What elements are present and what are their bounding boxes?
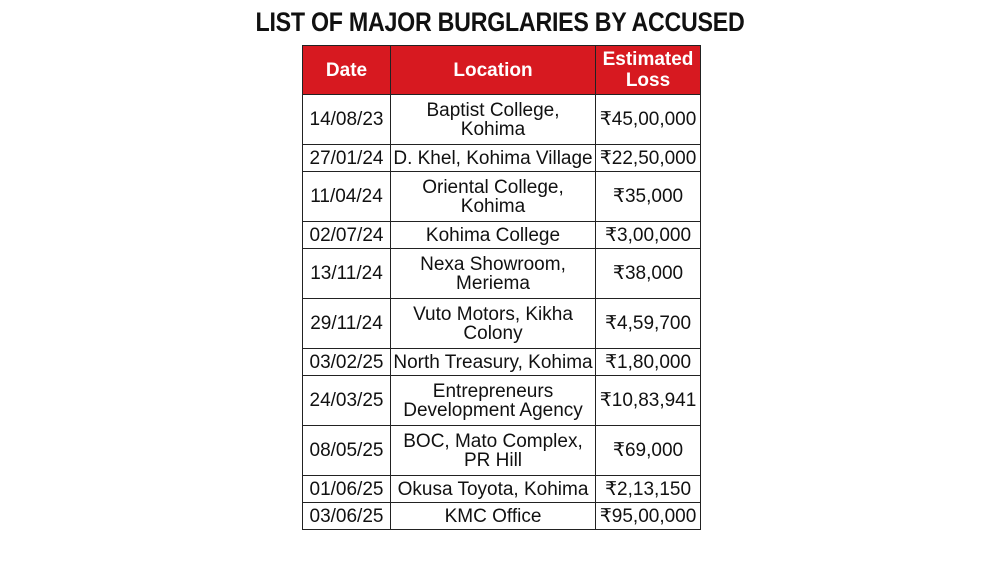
table-row <box>303 349 701 376</box>
loss-cell: ₹35,000 <box>596 172 701 222</box>
loss-cell: ₹38,000 <box>596 249 701 299</box>
location-cell: Vuto Motors, Kikha Colony <box>391 299 596 349</box>
loss-cell: ₹4,59,700 <box>596 299 701 349</box>
burglaries-table <box>302 45 701 530</box>
location-cell: Kohima College <box>391 222 596 249</box>
date-cell: 02/07/24 <box>303 222 391 249</box>
location-cell: D. Khel, Kohima Village <box>391 145 596 172</box>
table-row <box>303 476 701 503</box>
loss-cell: ₹45,00,000 <box>596 95 701 145</box>
header-date: Date <box>303 46 391 95</box>
loss-cell: ₹1,80,000 <box>596 349 701 376</box>
header-location: Location <box>391 46 596 95</box>
loss-cell: ₹22,50,000 <box>596 145 701 172</box>
location-cell: BOC, Mato Complex, PR Hill <box>391 426 596 476</box>
date-cell: 03/06/25 <box>303 503 391 530</box>
loss-cell: ₹10,83,941 <box>596 376 701 426</box>
date-cell: 13/11/24 <box>303 249 391 299</box>
loss-cell: ₹95,00,000 <box>596 503 701 530</box>
location-cell: Baptist College, Kohima <box>391 95 596 145</box>
date-cell: 03/02/25 <box>303 349 391 376</box>
table-row <box>303 503 701 530</box>
location-cell: Nexa Showroom, Meriema <box>391 249 596 299</box>
table-row <box>303 376 701 426</box>
page-title: LIST OF MAJOR BURGLARIES BY ACCUSED <box>255 7 745 37</box>
location-cell: KMC Office <box>391 503 596 530</box>
date-cell: 14/08/23 <box>303 95 391 145</box>
table-row <box>303 95 701 145</box>
table-row <box>303 249 701 299</box>
header-estimated-loss: Estimated Loss <box>596 46 701 95</box>
date-cell: 11/04/24 <box>303 172 391 222</box>
loss-cell: ₹2,13,150 <box>596 476 701 503</box>
date-cell: 27/01/24 <box>303 145 391 172</box>
date-cell: 08/05/25 <box>303 426 391 476</box>
location-cell: North Treasury, Kohima <box>391 349 596 376</box>
loss-cell: ₹69,000 <box>596 426 701 476</box>
table-row <box>303 299 701 349</box>
loss-cell: ₹3,00,000 <box>596 222 701 249</box>
location-cell: Okusa Toyota, Kohima <box>391 476 596 503</box>
table-row <box>303 222 701 249</box>
table-header-row <box>303 46 701 95</box>
table-row <box>303 145 701 172</box>
location-cell: Oriental College, Kohima <box>391 172 596 222</box>
table-row <box>303 172 701 222</box>
date-cell: 24/03/25 <box>303 376 391 426</box>
table-row <box>303 426 701 476</box>
date-cell: 29/11/24 <box>303 299 391 349</box>
date-cell: 01/06/25 <box>303 476 391 503</box>
location-cell: Entrepreneurs Development Agency <box>391 376 596 426</box>
